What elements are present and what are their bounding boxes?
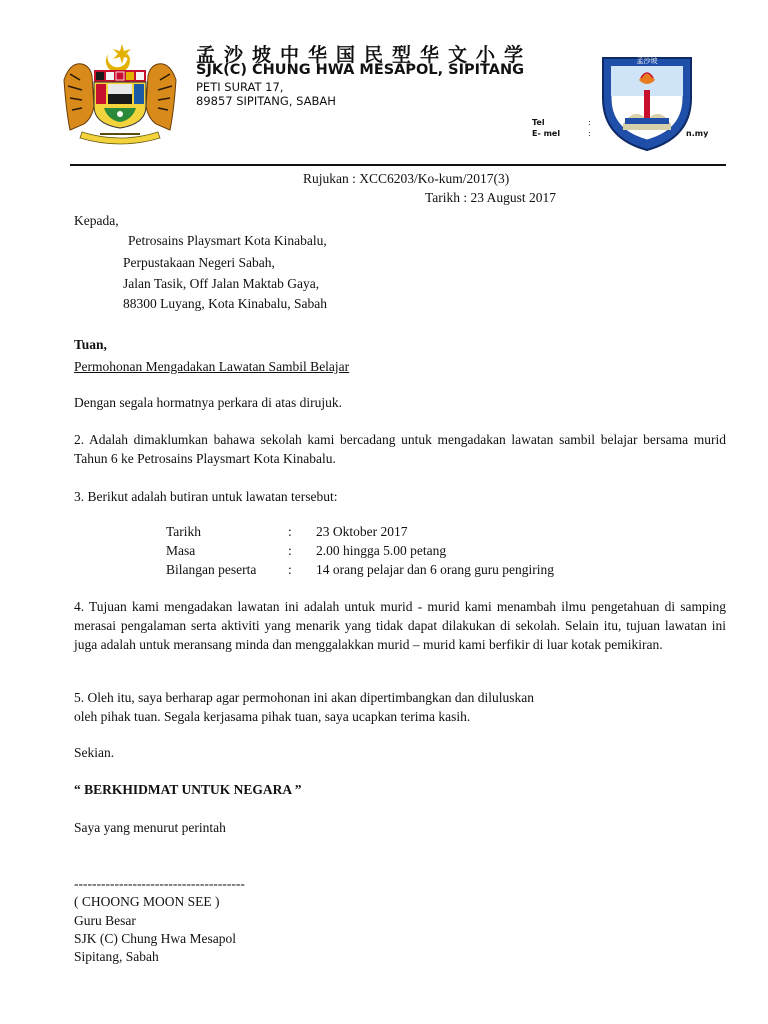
tel-value: : [588, 118, 591, 127]
motto: “ BERKHIDMAT UNTUK NEGARA ” [74, 782, 302, 797]
detail-colon: : [288, 524, 292, 539]
coat-of-arms-icon [60, 40, 180, 152]
detail-value: 14 orang pelajar dan 6 orang guru pengiring [316, 562, 555, 577]
recipient-line: 88300 Luyang, Kota Kinabalu, Sabah [123, 296, 327, 311]
email-value: : [588, 129, 591, 138]
signer-town: Sipitang, Sabah [74, 949, 159, 964]
email-label: E- mel [532, 129, 561, 138]
paragraph-5-line-1: 5. Oleh itu, saya berharap agar permohonan ini akan dipertimbangkan dan diluluskan [74, 690, 534, 705]
yours-faithfully: Saya yang menurut perintah [74, 820, 226, 835]
signer-name: ( CHOONG MOON SEE ) [74, 894, 220, 909]
recipient-line: Jalan Tasik, Off Jalan Maktab Gaya, [123, 276, 320, 291]
school-badge-icon [595, 48, 699, 156]
letter-subject: Permohonan Mengadakan Lawatan Sambil Belajar [74, 359, 350, 374]
school-name-english: SJK(C) CHUNG HWA MESAPOL, SIPITANG [196, 62, 525, 78]
school-address-line-1: PETI SURAT 17, [196, 80, 284, 94]
detail-label: Tarikh [166, 524, 202, 539]
opening-line: Dengan segala hormatnya perkara di atas dirujuk. [74, 395, 343, 410]
paragraph-2: 2. Adalah dimaklumkan bahawa sekolah kami bercadang untuk mengadakan lawatan sambil belajar bersama murid Tahun 6 ke Petrosains Playsmart Kota Kinabalu. [74, 432, 726, 466]
closing: Sekian. [74, 745, 115, 760]
paragraph-3: 3. Berikut adalah butiran untuk lawatan tersebut: [74, 489, 338, 504]
detail-label: Bilangan peserta [166, 562, 257, 577]
letter-date: Tarikh : 23 August 2017 [425, 190, 557, 205]
school-badge-text: 孟沙坡 [636, 57, 658, 65]
signer-school: SJK (C) Chung Hwa Mesapol [74, 931, 236, 946]
tel-label: Tel [532, 118, 545, 127]
recipient-label: Kepada, [74, 213, 119, 228]
detail-colon: : [288, 543, 292, 558]
reference-number: Rujukan : XCC6203/Ko-kum/2017(3) [303, 171, 510, 186]
email-tail: n.my [686, 129, 709, 138]
recipient-line: Perpustakaan Negeri Sabah, [123, 255, 275, 270]
school-address-line-2: 89857 SIPITANG, SABAH [196, 94, 336, 108]
signature-line: -------------------------------------- [74, 876, 245, 891]
detail-value: 23 Oktober 2017 [316, 524, 408, 539]
detail-value: 2.00 hingga 5.00 petang [316, 543, 447, 558]
signer-title: Guru Besar [74, 913, 136, 928]
recipient-line: Petrosains Playsmart Kota Kinabalu, [128, 233, 327, 248]
detail-label: Masa [166, 543, 196, 558]
paragraph-4: 4. Tujuan kami mengadakan lawatan ini adalah untuk murid - murid kami menambah ilmu pengetahuan di samping merasai pengalaman serta aktiviti yang menarik yang tidak dapat dilakukan di sekolah. Selain itu, tujuan lawatan ini juga adalah untuk meransang minda dan menggalakkan murid – murid kami berfikir di luar kotak pemikiran. [74, 599, 726, 652]
school-name-chinese: 孟沙坡中华国民型华文小学 [196, 44, 533, 66]
paragraph-5-line-2: oleh pihak tuan. Segala kerjasama pihak tuan, saya ucapkan terima kasih. [74, 709, 471, 724]
salutation: Tuan, [74, 337, 107, 352]
letterhead-divider [70, 164, 726, 166]
detail-colon: : [288, 562, 292, 577]
